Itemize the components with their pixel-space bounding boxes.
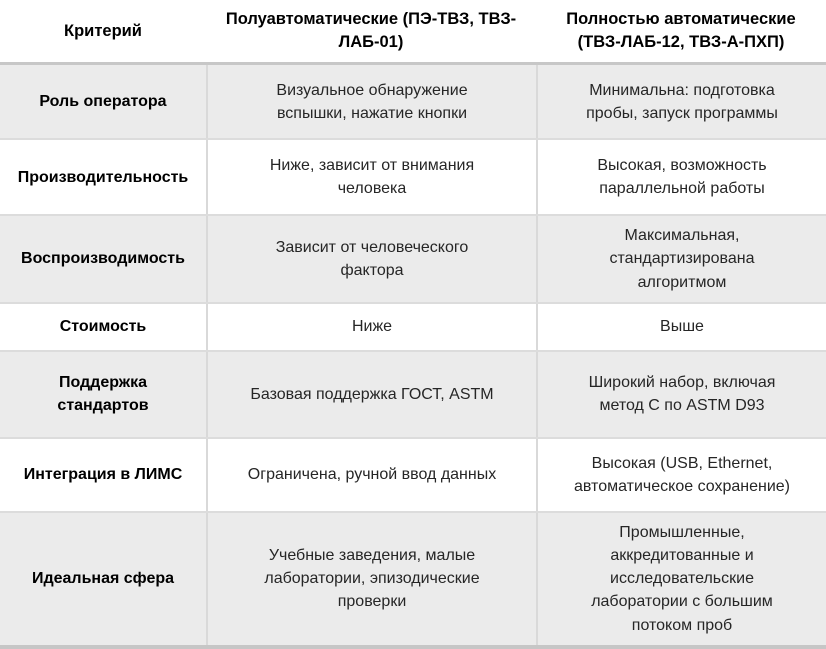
full-auto-cell: Максимальная, стандартизирована алгоритмом (536, 216, 826, 302)
criterion-cell: Роль оператора (39, 93, 167, 111)
table-row-operator-role (0, 65, 826, 138)
criterion-cell: Производительность (17, 168, 189, 186)
semi-auto-cell: Ограничена, ручной ввод данных (206, 439, 536, 511)
semi-auto-cell: Ниже (206, 304, 536, 350)
table-row-standards-support (0, 350, 826, 437)
semi-auto-cell: Визуальное обнаружение вспышки, нажатие кнопки (206, 65, 536, 138)
table-row-reproducibility (0, 214, 826, 302)
full-auto-cell: Промышленные, аккредитованные и исследовательские лаборатории с большим потоком проб (536, 513, 826, 645)
full-auto-cell: Высокая (USB, Ethernet, автоматическое сохранение) (536, 439, 826, 511)
column-header-full-auto: Полностью автоматические (ТВЗ-ЛАБ-12, ТВЗ-А-ПХП) (566, 10, 796, 52)
column-header-semi-auto: Полуавтоматические (ПЭ-ТВЗ, ТВЗ-ЛАБ-01) (225, 10, 517, 52)
full-auto-cell: Выше (536, 304, 826, 350)
full-auto-cell: Широкий набор, включая метод C по ASTM D93 (536, 352, 826, 437)
full-auto-cell: Минимальна: подготовка пробы, запуск программы (536, 65, 826, 138)
criterion-cell: Стоимость (59, 318, 147, 336)
table-row-lims-integration (0, 437, 826, 511)
table-row-productivity (0, 138, 826, 214)
criterion-cell: Воспроизводимость (21, 250, 185, 268)
semi-auto-cell: Зависит от человеческого фактора (206, 216, 536, 302)
semi-auto-cell: Ниже, зависит от внимания человека (206, 140, 536, 214)
criterion-cell: Поддержка стандартов (57, 374, 149, 415)
column-header-criterion: Критерий (64, 21, 142, 40)
table-header-row (0, 0, 826, 65)
full-auto-cell: Высокая, возможность параллельной работы (536, 140, 826, 214)
semi-auto-cell: Базовая поддержка ГОСТ, ASTM (206, 352, 536, 437)
semi-auto-cell: Учебные заведения, малые лаборатории, эпизодические проверки (206, 513, 536, 645)
criterion-cell: Идеальная сфера (31, 570, 175, 588)
table-row-ideal-scope (0, 511, 826, 645)
table-row-cost (0, 302, 826, 350)
criterion-cell: Интеграция в ЛИМС (23, 466, 183, 484)
